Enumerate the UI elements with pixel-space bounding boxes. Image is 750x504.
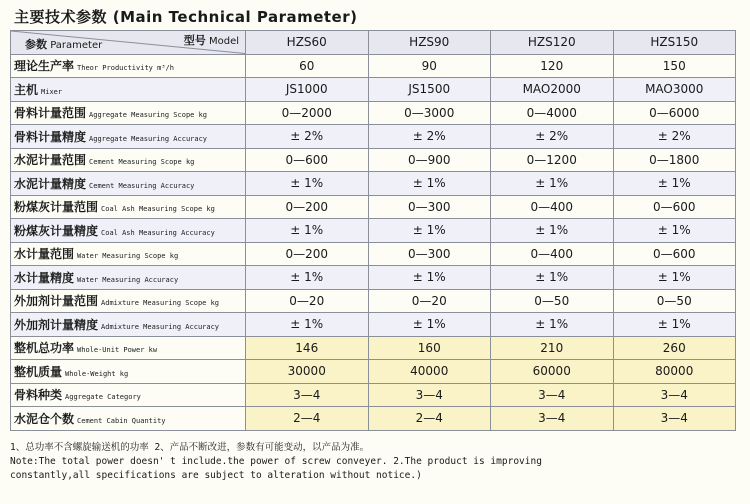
table-row: [11, 54, 736, 78]
footnote-en-line1: Note:The total power doesn' t include.the power of screw conveyer. 2.The product is improving: [10, 456, 542, 467]
row-label-en: Cement Measuring Accuracy: [89, 181, 195, 190]
value-cell: 0—1200: [491, 148, 614, 172]
row-label-en: Coal Ash Measuring Scope kg: [101, 205, 215, 214]
value-cell: ± 1%: [491, 313, 614, 337]
row-label: [11, 172, 246, 196]
value-cell: JS1000: [246, 78, 369, 102]
row-label-zh: 主机: [14, 82, 39, 97]
value-cell: 60000: [491, 360, 614, 384]
value-cell: MAO3000: [613, 78, 736, 102]
value-cell: 0—20: [246, 289, 369, 313]
row-label-en: Mixer: [41, 87, 63, 96]
parameter-header-zh: 参数: [25, 37, 47, 51]
value-cell: ± 2%: [368, 125, 491, 149]
row-label-en: Coal Ash Measuring Accuracy: [101, 228, 215, 237]
row-label-en: Water Measuring Accuracy: [77, 275, 179, 284]
row-label-zh: 外加剂计量精度: [14, 317, 99, 332]
value-cell: 260: [613, 336, 736, 360]
footnote-zh: 1、总功率不含螺旋输送机的功率 2、产品不断改进，参数有可能变动，以产品为准。: [10, 442, 370, 453]
value-cell: 3—4: [246, 383, 369, 407]
row-label-zh: 水计量精度: [14, 270, 75, 285]
value-cell: 3—4: [491, 383, 614, 407]
value-cell: 3—4: [613, 407, 736, 431]
value-cell: ± 2%: [491, 125, 614, 149]
value-cell: 120: [491, 54, 614, 78]
value-cell: ± 1%: [246, 172, 369, 196]
footnotes: [10, 441, 542, 483]
row-label-zh: 理论生产率: [14, 59, 75, 74]
value-cell: ± 1%: [246, 266, 369, 290]
value-cell: 210: [491, 336, 614, 360]
row-label-en: Aggregate Measuring Accuracy: [89, 134, 208, 143]
value-cell: 3—4: [613, 383, 736, 407]
value-cell: 0—400: [491, 242, 614, 266]
row-label: [11, 219, 246, 243]
row-label-en: Admixture Measuring Scope kg: [101, 299, 220, 308]
value-cell: 60: [246, 54, 369, 78]
row-label-en: Whole-Weight kg: [65, 369, 129, 378]
value-cell: ± 1%: [491, 219, 614, 243]
row-label: [11, 313, 246, 337]
value-cell: ± 1%: [613, 266, 736, 290]
parameter-table: [10, 30, 736, 431]
model-hzs150: HZS150: [613, 31, 736, 55]
table-header-row: [11, 31, 736, 55]
row-label-zh: 骨料种类: [14, 388, 63, 403]
value-cell: 0—400: [491, 195, 614, 219]
model-header-zh: 型号: [183, 34, 206, 47]
value-cell: 80000: [613, 360, 736, 384]
row-label: [11, 54, 246, 78]
row-label-zh: 外加剂计量范围: [14, 294, 99, 309]
row-label-zh: 水计量范围: [14, 247, 75, 262]
table-row: [11, 78, 736, 102]
row-label: [11, 383, 246, 407]
table-row: [11, 266, 736, 290]
value-cell: 0—200: [246, 242, 369, 266]
table-row: [11, 313, 736, 337]
row-label-en: Theor Productivity m³/h: [77, 64, 174, 73]
table-row: [11, 383, 736, 407]
row-label: [11, 360, 246, 384]
table-row: [11, 336, 736, 360]
value-cell: 0—2000: [246, 101, 369, 125]
parameter-header-label: [25, 36, 102, 52]
table-row: [11, 289, 736, 313]
row-label-zh: 粉煤灰计量范围: [14, 200, 99, 215]
model-header-en: Model: [208, 36, 239, 47]
table-row: [11, 195, 736, 219]
table-row: [11, 172, 736, 196]
value-cell: 150: [613, 54, 736, 78]
row-label-zh: 粉煤灰计量精度: [14, 223, 99, 238]
value-cell: 2—4: [368, 407, 491, 431]
table-row: [11, 125, 736, 149]
value-cell: ± 1%: [368, 266, 491, 290]
row-label: [11, 101, 246, 125]
value-cell: ± 1%: [246, 313, 369, 337]
row-label: [11, 125, 246, 149]
row-label: [11, 148, 246, 172]
row-label-en: Water Measuring Scope kg: [77, 252, 179, 261]
value-cell: 0—600: [613, 195, 736, 219]
value-cell: ± 1%: [246, 219, 369, 243]
value-cell: ± 1%: [491, 172, 614, 196]
table-row: [11, 219, 736, 243]
value-cell: 2—4: [246, 407, 369, 431]
row-label-zh: 骨料计量范围: [14, 106, 87, 121]
value-cell: JS1500: [368, 78, 491, 102]
value-cell: 90: [368, 54, 491, 78]
value-cell: ± 1%: [613, 219, 736, 243]
row-label-en: Cement Measuring Scope kg: [89, 158, 195, 167]
row-label-zh: 水泥计量精度: [14, 176, 87, 191]
row-label: [11, 336, 246, 360]
value-cell: 0—200: [246, 195, 369, 219]
value-cell: 30000: [246, 360, 369, 384]
value-cell: 3—4: [491, 407, 614, 431]
row-label: [11, 242, 246, 266]
model-header-label: [184, 32, 239, 48]
value-cell: 0—50: [613, 289, 736, 313]
value-cell: ± 1%: [368, 172, 491, 196]
value-cell: ± 1%: [368, 219, 491, 243]
value-cell: ± 2%: [613, 125, 736, 149]
value-cell: 0—900: [368, 148, 491, 172]
value-cell: 0—20: [368, 289, 491, 313]
row-label: [11, 266, 246, 290]
row-label: [11, 407, 246, 431]
value-cell: 0—600: [246, 148, 369, 172]
value-cell: 0—300: [368, 195, 491, 219]
table-row: [11, 242, 736, 266]
row-label-zh: 整机总功率: [14, 341, 75, 356]
value-cell: 146: [246, 336, 369, 360]
value-cell: 0—1800: [613, 148, 736, 172]
row-label: [11, 78, 246, 102]
value-cell: 0—50: [491, 289, 614, 313]
row-label: [11, 195, 246, 219]
value-cell: ± 1%: [613, 172, 736, 196]
row-label-en: Cement Cabin Quantity: [77, 416, 166, 425]
table-row: [11, 101, 736, 125]
row-label-zh: 整机质量: [14, 364, 63, 379]
value-cell: 0—4000: [491, 101, 614, 125]
header-corner-cell: [11, 31, 246, 55]
value-cell: ± 1%: [368, 313, 491, 337]
value-cell: 0—300: [368, 242, 491, 266]
table-row: [11, 148, 736, 172]
value-cell: 40000: [368, 360, 491, 384]
page-title: 主要技术参数 (Main Technical Parameter): [14, 8, 358, 26]
value-cell: ± 2%: [246, 125, 369, 149]
value-cell: 0—3000: [368, 101, 491, 125]
value-cell: ± 1%: [613, 313, 736, 337]
footnote-en-line2: constantly,all specifications are subject to alteration without notice.): [10, 470, 422, 481]
row-label-en: Whole-Unit Power kw: [77, 346, 158, 355]
parameter-header-en: Parameter: [50, 39, 103, 51]
row-label-zh: 水泥仓个数: [14, 411, 75, 426]
row-label-en: Admixture Measuring Accuracy: [101, 322, 220, 331]
model-hzs120: HZS120: [491, 31, 614, 55]
value-cell: MAO2000: [491, 78, 614, 102]
row-label-en: Aggregate Measuring Scope kg: [89, 111, 208, 120]
model-hzs90: HZS90: [368, 31, 491, 55]
row-label-en: Aggregate Category: [65, 393, 141, 402]
row-label-zh: 水泥计量范围: [14, 153, 87, 168]
value-cell: 160: [368, 336, 491, 360]
table-row: [11, 407, 736, 431]
model-hzs60: HZS60: [246, 31, 369, 55]
value-cell: 0—6000: [613, 101, 736, 125]
table-row: [11, 360, 736, 384]
row-label: [11, 289, 246, 313]
row-label-zh: 骨料计量精度: [14, 129, 87, 144]
value-cell: ± 1%: [491, 266, 614, 290]
value-cell: 0—600: [613, 242, 736, 266]
value-cell: 3—4: [368, 383, 491, 407]
